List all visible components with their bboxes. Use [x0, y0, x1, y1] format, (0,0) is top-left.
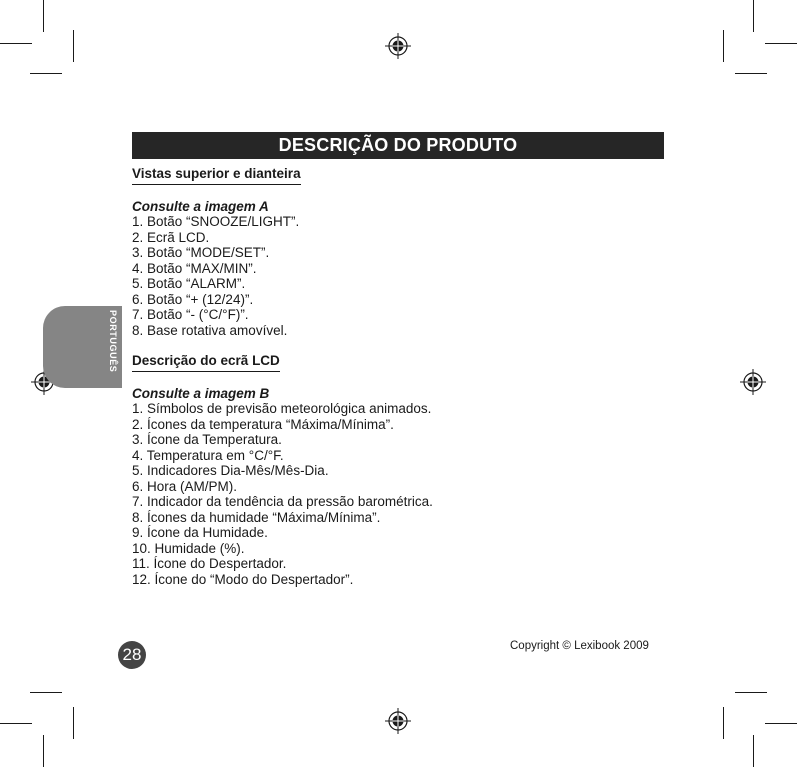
crop-mark — [735, 692, 767, 693]
list-item: 2. Ícones da temperatura “Máxima/Mínima”. — [132, 416, 394, 432]
crop-mark — [73, 30, 74, 62]
list-item: 4. Botão “MAX/MIN”. — [132, 260, 257, 276]
parts-list — [132, 214, 672, 338]
list-item: 12. Ícone do “Modo do Despertador”. — [132, 571, 354, 587]
list-item: 6. Botão “+ (12/24)”. — [132, 291, 254, 307]
list-item: 1. Símbolos de previsão meteorológica animados. — [132, 401, 432, 416]
crop-mark — [43, 0, 44, 32]
list-item: 11. Ícone do Despertador. — [132, 556, 287, 571]
registration-mark-icon — [385, 708, 411, 734]
crop-mark — [765, 723, 797, 724]
main-content — [132, 166, 672, 587]
language-tab-label: PORTUGUÊS — [108, 310, 118, 373]
page-title: DESCRIÇÃO DO PRODUTO — [132, 132, 664, 159]
crop-mark — [765, 43, 797, 44]
copyright-text: Copyright © Lexibook 2009 — [510, 640, 649, 652]
image-reference-a: Consulte a imagem A — [132, 198, 269, 214]
list-item: 7. Botão “- (°C/°F)”. — [132, 307, 249, 322]
list-item: 4. Temperatura em °C/°F. — [132, 447, 284, 463]
list-item: 8. Base rotativa amovível. — [132, 322, 288, 338]
crop-mark — [753, 0, 754, 32]
page-number: 28 — [118, 641, 146, 669]
list-item: 9. Ícone da Humidade. — [132, 525, 268, 540]
list-item: 2. Ecrã LCD. — [132, 229, 210, 245]
crop-mark — [723, 30, 724, 62]
list-item: 8. Ícones da humidade “Máxima/Mínima”. — [132, 509, 381, 525]
crop-mark — [43, 735, 44, 767]
list-item: 3. Ícone da Temperatura. — [132, 432, 282, 447]
section-heading-lcd: Descrição do ecrã LCD — [132, 353, 280, 372]
registration-mark-icon — [740, 369, 766, 395]
crop-mark — [30, 73, 62, 74]
crop-mark — [735, 73, 767, 74]
crop-mark — [0, 43, 32, 44]
image-reference-b: Consulte a imagem B — [132, 385, 270, 401]
crop-mark — [753, 735, 754, 767]
list-item: 10. Humidade (%). — [132, 540, 245, 556]
section-heading-views: Vistas superior e dianteira — [132, 166, 301, 185]
list-item: 5. Botão “ALARM”. — [132, 276, 246, 291]
crop-mark — [0, 723, 32, 724]
registration-mark-icon — [385, 33, 411, 59]
crop-mark — [30, 692, 62, 693]
list-item: 7. Indicador da tendência da pressão barométrica. — [132, 494, 433, 509]
list-item: 6. Hora (AM/PM). — [132, 478, 238, 494]
lcd-list — [132, 401, 672, 587]
crop-mark — [73, 707, 74, 739]
list-item: 1. Botão “SNOOZE/LIGHT”. — [132, 214, 300, 229]
list-item: 5. Indicadores Dia-Mês/Mês-Dia. — [132, 463, 329, 478]
list-item: 3. Botão “MODE/SET”. — [132, 245, 270, 260]
crop-mark — [723, 707, 724, 739]
